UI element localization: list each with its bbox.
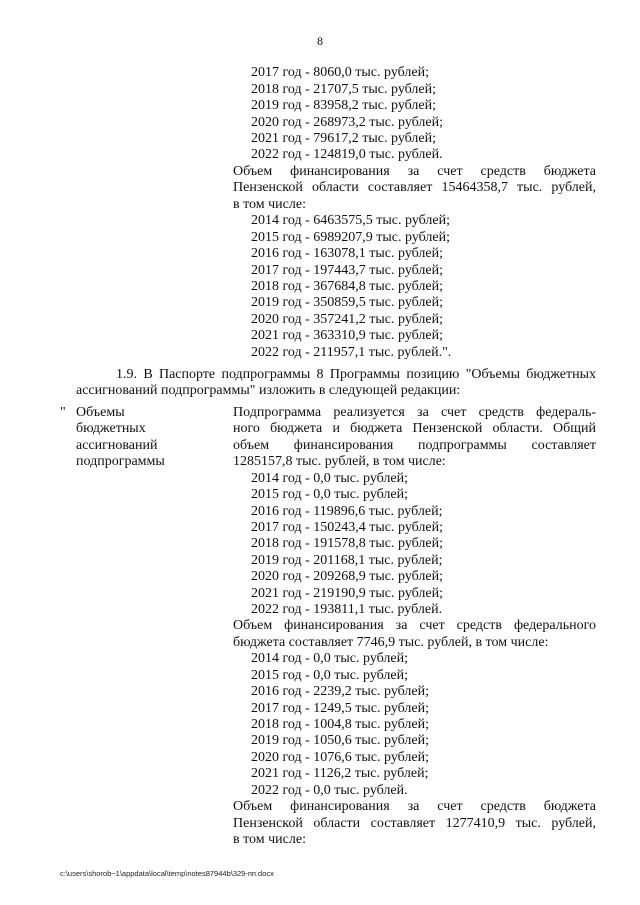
opening-quote: ": [60, 405, 66, 420]
subprogram-paragraph-line: объем финансирования подпрограммы составляет: [233, 438, 596, 453]
federal-funding-line: бюджета составляет 7746,9 тыс. рублей, в том числе:: [233, 635, 549, 650]
regional-funding-line: Объем финансирования за счет средств бюджета: [233, 799, 596, 814]
row-label-line: ассигнований: [76, 438, 158, 453]
section-intro-line: 1.9. В Паспорте подпрограммы 8 Программы позицию "Объемы бюджетных: [116, 367, 596, 382]
footer-file-path: c:\users\shorob~1\appdata\local\temp\notes87944b\329-пп.docx: [60, 869, 274, 878]
year-line: 2015 год - 6989207,9 тыс. рублей;: [251, 230, 451, 245]
year-line: 2015 год - 0,0 тыс. рублей;: [251, 487, 409, 502]
subprogram-paragraph-line: Подпрограмма реализуется за счет средств федераль-: [233, 405, 596, 420]
page-number: 8: [317, 34, 323, 48]
funding-paragraph-line: Объем финансирования за счет средств бюджета: [233, 164, 596, 179]
subprogram-paragraph-line: ного бюджета и бюджета Пензенской области. Общий: [233, 421, 596, 436]
year-line: 2020 год - 209268,9 тыс. рублей;: [251, 569, 444, 584]
year-line: 2021 год - 1126,2 тыс. рублей;: [251, 766, 429, 781]
year-line: 2020 год - 357241,2 тыс. рублей;: [251, 312, 444, 327]
year-line: 2016 год - 119896,6 тыс. рублей;: [251, 504, 443, 519]
year-line: 2021 год - 363310,9 тыс. рублей;: [251, 328, 444, 343]
year-line: 2015 год - 0,0 тыс. рублей;: [251, 668, 409, 683]
year-line: 2019 год - 201168,1 тыс. рублей;: [251, 553, 443, 568]
year-line: 2014 год - 0,0 тыс. рублей;: [251, 471, 409, 486]
regional-funding-line: в том числе:: [233, 832, 306, 847]
year-line: 2022 год - 0,0 тыс. рублей.: [251, 783, 408, 798]
year-line: 2019 год - 1050,6 тыс. рублей;: [251, 733, 430, 748]
year-line: 2018 год - 1004,8 тыс. рублей;: [251, 717, 430, 732]
year-line: 2018 год - 367684,8 тыс. рублей;: [251, 279, 444, 294]
year-line: 2017 год - 197443,7 тыс. рублей;: [251, 263, 444, 278]
funding-paragraph-line: в том числе:: [233, 197, 306, 212]
year-line: 2022 год - 124819,0 тыс. рублей.: [251, 147, 443, 162]
row-label-line: Объемы: [76, 405, 125, 420]
year-line: 2016 год - 2239,2 тыс. рублей;: [251, 684, 430, 699]
subprogram-paragraph-line: 1285157,8 тыс. рублей, в том числе:: [233, 454, 446, 469]
row-label-line: подпрограммы: [76, 454, 165, 469]
year-line: 2017 год - 1249,5 тыс. рублей;: [251, 701, 430, 716]
row-label-line: бюджетных: [76, 421, 146, 436]
year-line: 2017 год - 8060,0 тыс. рублей;: [251, 65, 430, 80]
section-intro-line: ассигнований подпрограммы" изложить в следующей редакции:: [76, 383, 461, 398]
year-line: 2021 год - 79617,2 тыс. рублей;: [251, 131, 437, 146]
year-line: 2017 год - 150243,4 тыс. рублей;: [251, 520, 444, 535]
year-line: 2022 год - 193811,1 тыс. рублей.: [251, 602, 443, 617]
year-line: 2016 год - 163078,1 тыс. рублей;: [251, 246, 444, 261]
regional-funding-line: Пензенской области составляет 1277410,9 тыс. рублей,: [233, 816, 596, 831]
year-line: 2014 год - 0,0 тыс. рублей;: [251, 651, 409, 666]
year-line: 2018 год - 191578,8 тыс. рублей;: [251, 536, 444, 551]
year-line: 2019 год - 350859,5 тыс. рублей;: [251, 295, 444, 310]
funding-paragraph-line: Пензенской области составляет 15464358,7 тыс. рублей,: [233, 180, 596, 195]
year-line: 2022 год - 211957,1 тыс. рублей.".: [251, 345, 452, 360]
year-line: 2018 год - 21707,5 тыс. рублей;: [251, 82, 437, 97]
year-line: 2020 год - 1076,6 тыс. рублей;: [251, 750, 430, 765]
year-line: 2019 год - 83958,2 тыс. рублей;: [251, 98, 437, 113]
year-line: 2014 год - 6463575,5 тыс. рублей;: [251, 213, 451, 228]
federal-funding-line: Объем финансирования за счет средств федерального: [233, 618, 596, 633]
year-line: 2021 год - 219190,9 тыс. рублей;: [251, 586, 444, 601]
year-line: 2020 год - 268973,2 тыс. рублей;: [251, 115, 444, 130]
